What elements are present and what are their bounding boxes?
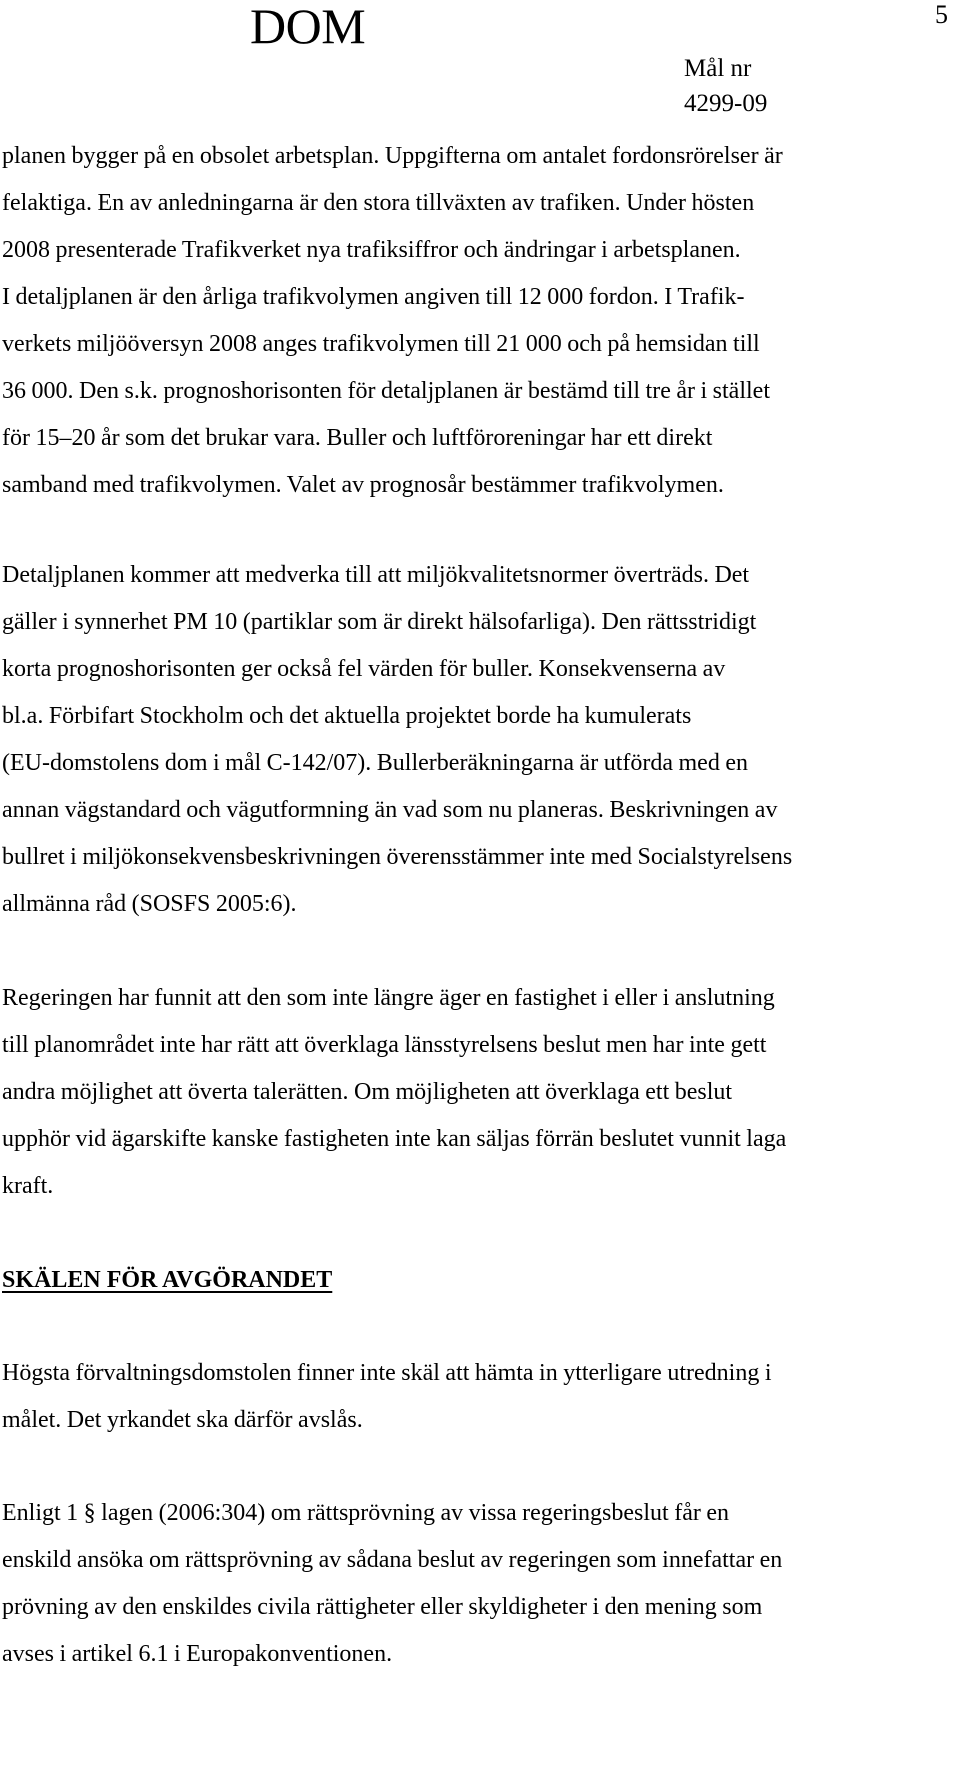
text-line: gäller i synnerhet PM 10 (partiklar som är direkt hälsofarliga). Den rättsstridigt [2, 609, 757, 635]
text-line: samband med trafikvolymen. Valet av prognosår bestämmer trafikvolymen. [2, 472, 724, 498]
paragraph-2 [2, 552, 942, 928]
text-line: avses i artikel 6.1 i Europakonventionen. [2, 1641, 393, 1667]
document-title: DOM [250, 0, 366, 54]
text-line: felaktiga. En av anledningarna är den stora tillväxten av trafiken. Under hösten [2, 190, 755, 216]
text-line: bullret i miljökonsekvensbeskrivningen överensstämmer inte med Socialstyrelsens [2, 844, 793, 870]
text-line: planen bygger på en obsolet arbetsplan. Uppgifterna om antalet fordonsrörelser är [2, 143, 783, 169]
text-line: korta prognoshorisonten ger också fel värden för buller. Konsekvenserna av [2, 656, 726, 682]
text-line: allmänna råd (SOSFS 2005:6). [2, 891, 297, 917]
case-number: 4299-09 [684, 90, 768, 117]
text-line: verkets miljööversyn 2008 anges trafikvolymen till 21 000 och på hemsidan till [2, 331, 760, 357]
text-line: andra möjlighet att överta talerätten. Om möjligheten att överklaga ett beslut [2, 1079, 733, 1105]
text-line: upphör vid ägarskifte kanske fastigheten inte kan säljas förrän beslutet vunnit laga [2, 1126, 787, 1152]
text-line: enskild ansöka om rättsprövning av sådana beslut av regeringen som innefattar en [2, 1547, 783, 1573]
page-number: 5 [935, 0, 948, 29]
text-line: Enligt 1 § lagen (2006:304) om rättsprövning av vissa regeringsbeslut får en [2, 1500, 730, 1526]
text-line: Högsta förvaltningsdomstolen finner inte skäl att hämta in ytterligare utredning i [2, 1360, 772, 1386]
text-line: för 15–20 år som det brukar vara. Buller och luftföroreningar har ett direkt [2, 425, 713, 451]
paragraph-3 [2, 975, 942, 1210]
text-line: Detaljplanen kommer att medverka till att miljökvalitetsnormer överträds. Det [2, 562, 750, 588]
text-line: 2008 presenterade Trafikverket nya trafiksiffror och ändringar i arbetsplanen. [2, 237, 741, 263]
text-line: kraft. [2, 1173, 54, 1199]
text-line: annan vägstandard och vägutformning än vad som nu planeras. Beskrivningen av [2, 797, 778, 823]
text-line: målet. Det yrkandet ska därför avslås. [2, 1407, 363, 1433]
section-heading: SKÄLEN FÖR AVGÖRANDET [2, 1267, 333, 1293]
decision-paragraph-2 [2, 1490, 942, 1678]
decision-paragraph-1 [2, 1350, 942, 1444]
text-line: I detaljplanen är den årliga trafikvolymen angiven till 12 000 fordon. I Trafik- [2, 284, 745, 310]
text-line: Regeringen har funnit att den som inte längre äger en fastighet i eller i anslutning [2, 985, 775, 1011]
text-line: prövning av den enskildes civila rättigheter eller skyldigheter i den mening som [2, 1594, 763, 1620]
document-body [2, 133, 942, 1678]
case-number-label: Mål nr [684, 55, 752, 82]
text-line: (EU-domstolens dom i mål C-142/07). Bullerberäkningarna är utförda med en [2, 750, 748, 776]
text-line: till planområdet inte har rätt att överklaga länsstyrelsens beslut men har inte gett [2, 1032, 767, 1058]
paragraph-1 [2, 133, 942, 509]
text-line: 36 000. Den s.k. prognoshorisonten för detaljplanen är bestämd till tre år i stället [2, 378, 770, 404]
text-line: bl.a. Förbifart Stockholm och det aktuella projektet borde ha kumulerats [2, 703, 692, 729]
